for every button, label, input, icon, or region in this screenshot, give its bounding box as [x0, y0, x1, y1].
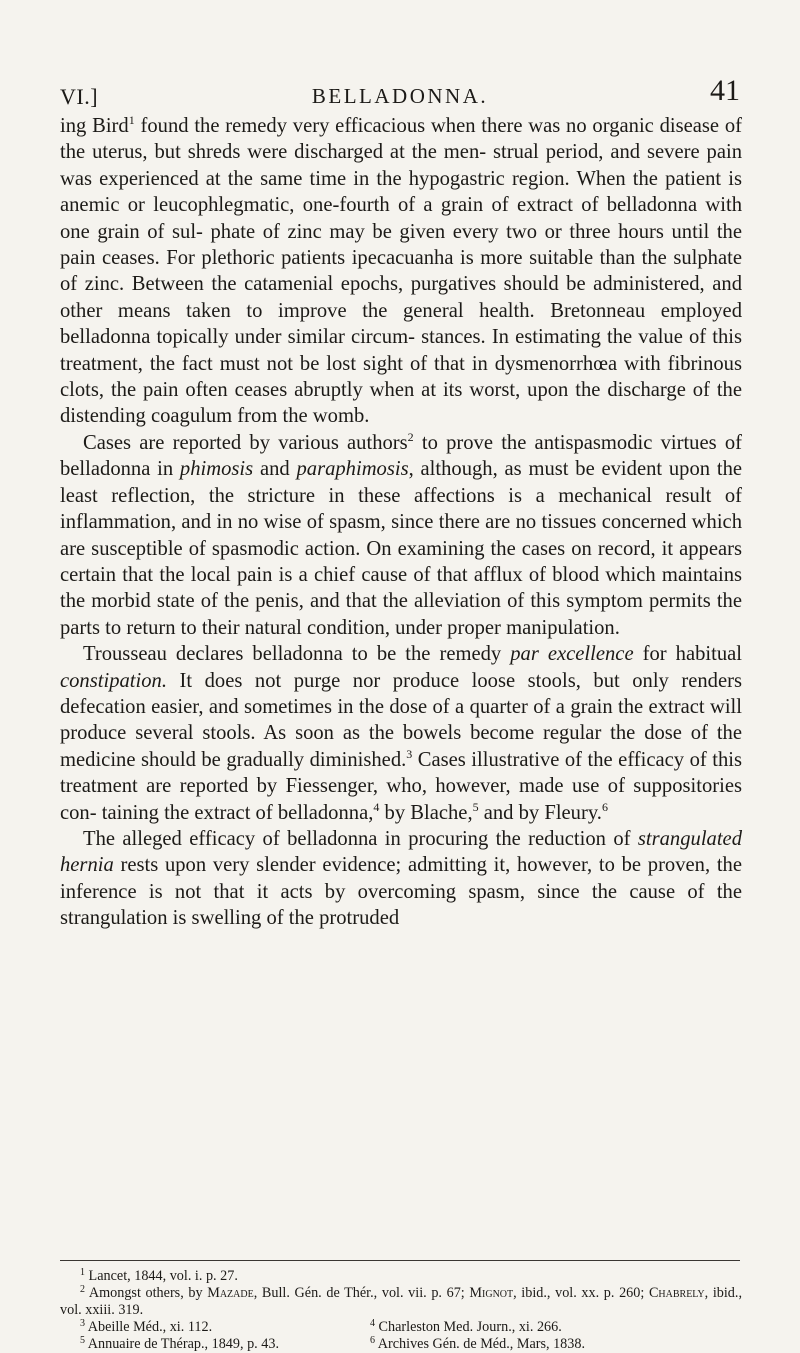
- footnote-row: [60, 1336, 742, 1353]
- footnote-reference: 1: [128, 113, 135, 127]
- text-run: , although, as must be evident upon the least reflection, the stricture in these affections is a mechanical result of inflammation, and in no wise of spasm, since there are no tissues concerned which are susceptible of spasmodic action. On examining the cases on record, it appears certain that the local pain is a chief cause of that afflux of blood which maintains the morbid state of the penis, and that the alleviation of this symptom permits the parts to return to their natural condition, under proper manipulation.: [60, 458, 743, 639]
- footnote-3: [60, 1319, 350, 1336]
- text-run: Cases illustrative of the efficacy of this treatment are reported by Fiessenger, who, however, made use of suppositories con- taining the extract of belladonna,: [60, 748, 742, 824]
- text-run: Cases are reported by various authors: [83, 431, 408, 454]
- paragraph: [60, 113, 742, 430]
- running-header: [60, 70, 740, 110]
- footnote-reference: 4: [373, 799, 380, 814]
- italic-term: phimosis: [179, 458, 254, 481]
- page-number: 41: [710, 74, 740, 107]
- footnote-reference: 5: [472, 799, 479, 814]
- footnote-divider: [60, 1260, 740, 1261]
- text-run: , ibid., vol. xx. p. 260;: [513, 1285, 649, 1301]
- italic-term: strangulated hernia: [60, 827, 742, 877]
- footnote-mark: 6: [370, 1335, 375, 1346]
- text-run: by Blache,: [379, 801, 473, 824]
- footnotes: [60, 1268, 742, 1353]
- footnote-reference: 2: [407, 429, 414, 444]
- footnote-text: Annuaire de Thérap., 1849, p. 43.: [87, 1336, 279, 1352]
- running-title: BELLADONNA.: [311, 84, 489, 108]
- footnote-row: [60, 1319, 742, 1336]
- footnote-6: [350, 1336, 585, 1353]
- footnote-2: [60, 1285, 742, 1319]
- italic-term: paraphimosis: [296, 458, 409, 481]
- footnote-4: [350, 1319, 562, 1336]
- footnote-text: [60, 1285, 742, 1318]
- footnote-reference: 6: [601, 799, 608, 814]
- text-run: for habitual: [633, 643, 742, 666]
- text-run: and: [253, 458, 297, 481]
- author-name: Mazade: [207, 1285, 254, 1301]
- footnote-mark: 5: [80, 1335, 85, 1346]
- text-run: , ibid., vol. xxiii. 319.: [60, 1285, 742, 1318]
- footnote-mark: 3: [80, 1318, 85, 1329]
- footnote-text: Charleston Med. Journ., xi. 266.: [378, 1319, 562, 1335]
- footnote-mark: 2: [80, 1284, 85, 1295]
- paragraph: [60, 641, 742, 826]
- text-run: It does not purge nor produce loose stools, but only renders defecation easier, and sometimes in the dose of a quarter of a grain the extract will produce several stools. As soon as the bowels become regular the dose of the medicine should be gradually diminished.: [60, 669, 742, 771]
- footnote-mark: 1: [80, 1267, 85, 1278]
- footnote-5: [60, 1336, 350, 1353]
- italic-term: par excellence: [510, 643, 634, 666]
- text-run: The alleged efficacy of belladonna in procuring the reduction of: [83, 827, 638, 850]
- chapter-number: VI.]: [60, 84, 99, 109]
- text-run: to prove the antispasmodic virtues of belladonna in: [60, 431, 742, 481]
- footnote-text: Archives Gén. de Méd., Mars, 1838.: [377, 1336, 586, 1352]
- text-run: ing Bird: [60, 115, 129, 137]
- text-run: and by Fleury.: [478, 801, 602, 824]
- footnote-text: Abeille Méd., xi. 112.: [87, 1319, 213, 1335]
- footnote-text: Lancet, 1844, vol. i. p. 27.: [88, 1268, 238, 1284]
- paragraph: [60, 826, 742, 932]
- text-run: found the remedy very efficacious when there was no organic disease of the uterus, but shreds were discharged at the men- strual period, and severe pain was experienced at the same time in the hypogastric region. When the patient is anemic or leucophlegmatic, one-fourth of a grain of extract of belladonna with one grain of sul- phate of zinc may be given every two or three hours until the pain ceases. For plethoric patients ipecacuanha is more suitable than the sulphate of zinc. Between the catamenial epochs, purgatives should be administered, and other means taken to improve the general health. Bretonneau employed belladonna topically under similar circum- stances. In estimating the value of this treatment, the fact must not be lost sight of that in dysmenorrhœa with fibrinous clots, the pain often ceases abruptly when at its worst, upon the discharge of the distending coagulum from the womb.: [60, 115, 742, 428]
- author-name: Chabrely: [648, 1285, 705, 1301]
- text-run: , Bull. Gén. de Thér., vol. vii. p. 67;: [253, 1285, 470, 1301]
- text-run: Amongst others, by: [88, 1285, 208, 1301]
- italic-term: constipation.: [60, 669, 167, 692]
- author-name: Mignot: [469, 1285, 514, 1301]
- body-text: [60, 113, 742, 932]
- paragraph: [60, 430, 742, 641]
- footnote-1: [60, 1268, 742, 1285]
- footnote-reference: 3: [406, 746, 413, 761]
- text-run: Trousseau declares belladonna to be the remedy: [83, 643, 511, 666]
- text-run: rests upon very slender evidence; admitting it, however, to be proven, the inference is not that it acts by overcoming spasm, since the cause of the strangulation is swelling of the protruded: [60, 854, 742, 930]
- footnote-mark: 4: [370, 1318, 375, 1329]
